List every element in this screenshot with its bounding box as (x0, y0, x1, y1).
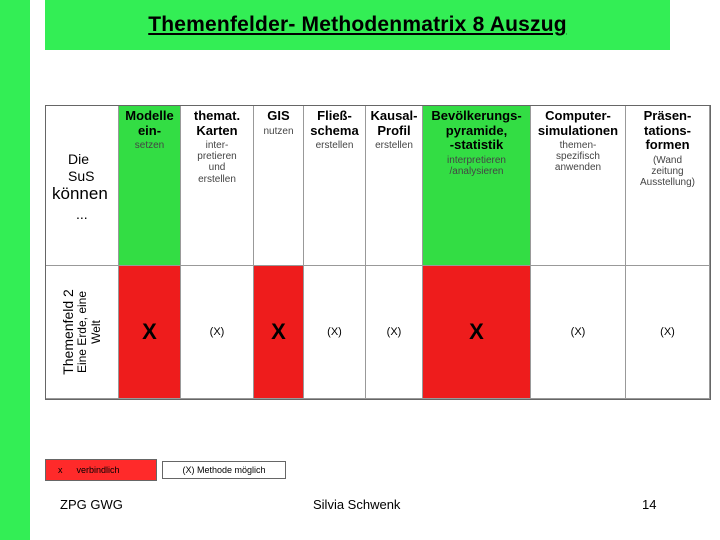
matrix-cell (531, 266, 626, 399)
legend-possible-text: (X) Methode möglich (182, 465, 266, 475)
method-matrix (45, 105, 711, 400)
matrix-mark: (X) (386, 326, 402, 338)
column-title: Modelle (125, 108, 174, 123)
legend-x-key: x (58, 465, 63, 475)
corner-text-1: Die (68, 151, 90, 167)
column-subtitle: (Wand (652, 154, 683, 166)
row-label (61, 289, 103, 375)
corner-text-4: ... (76, 206, 88, 222)
column-subtitle: und (208, 162, 226, 174)
column-title: Computer- (545, 108, 611, 123)
column-title: Karten (196, 122, 238, 138)
column-header (304, 106, 366, 266)
column-subtitle: spezifisch (556, 151, 600, 163)
matrix-cell (181, 266, 254, 399)
matrix-mark: (X) (570, 326, 586, 338)
column-header (531, 106, 626, 266)
column-title: tations- (644, 122, 691, 138)
column-subtitle: erstellen (375, 140, 413, 152)
corner-cell (46, 106, 119, 266)
column-title: GIS (267, 108, 290, 123)
page-title: Themenfelder- Methodenmatrix 8 Auszug (148, 13, 567, 36)
matrix-mark: (X) (209, 326, 225, 338)
column-title: schema (310, 122, 359, 138)
matrix-cell (304, 266, 366, 399)
matrix-mark: (X) (327, 326, 342, 338)
column-subtitle: erstellen (315, 140, 354, 152)
column-subtitle: anwenden (554, 162, 602, 174)
row-label-line-2: Eine Erde, eine (75, 290, 90, 374)
column-subtitle: themen- (559, 140, 597, 152)
column-header (626, 106, 710, 266)
column-header (181, 106, 254, 266)
column-subtitle: /analysieren (449, 165, 504, 177)
matrix-mark: (X) (660, 326, 675, 338)
title-band (45, 0, 670, 50)
column-title: Profil (377, 122, 411, 138)
matrix-cell (254, 266, 304, 399)
page-number: 14 (642, 497, 657, 512)
column-subtitle: erstellen (198, 173, 236, 185)
legend-possible (162, 461, 286, 479)
row-label-cell (46, 266, 119, 399)
column-subtitle: pretieren (197, 151, 237, 163)
column-header (254, 106, 304, 266)
matrix-mark: X (469, 319, 484, 344)
matrix-mark: X (271, 319, 286, 344)
column-header (366, 106, 423, 266)
column-subtitle: setzen (134, 140, 165, 152)
column-title: pyramide, (445, 122, 508, 138)
matrix-cell (626, 266, 710, 399)
corner-text-2: SuS (68, 168, 95, 184)
footer-center: Silvia Schwenk (313, 497, 401, 512)
matrix-cell (366, 266, 423, 399)
left-accent-bar (0, 0, 30, 540)
corner-text-3: können (52, 184, 108, 203)
column-subtitle: zeitung (651, 165, 684, 177)
legend-mandatory (45, 459, 157, 481)
column-title: simulationen (537, 122, 619, 138)
column-title: Präsen- (643, 108, 692, 123)
column-title: themat. (193, 108, 241, 123)
footer-left: ZPG GWG (60, 497, 123, 512)
legend-x-text: verbindlich (76, 465, 120, 475)
column-subtitle: interpretieren (447, 154, 506, 166)
column-title: Kausal- (370, 108, 418, 123)
column-header (119, 106, 181, 266)
column-title: Fließ- (317, 108, 352, 123)
row-label-line-1: Themenfeld 2 (60, 289, 77, 375)
column-title: Bevölkerungs- (431, 108, 522, 123)
column-title: formen (645, 137, 690, 153)
column-title: ein- (137, 122, 162, 138)
column-subtitle: nutzen (263, 125, 294, 137)
matrix-cell (119, 266, 181, 399)
matrix-mark: X (142, 319, 157, 344)
matrix-cell (423, 266, 531, 399)
column-header (423, 106, 531, 266)
column-subtitle: inter- (205, 140, 229, 152)
row-label-line-3: Welt (88, 320, 103, 344)
column-title: -statistik (449, 137, 504, 153)
column-subtitle: Ausstellung) (639, 177, 696, 189)
